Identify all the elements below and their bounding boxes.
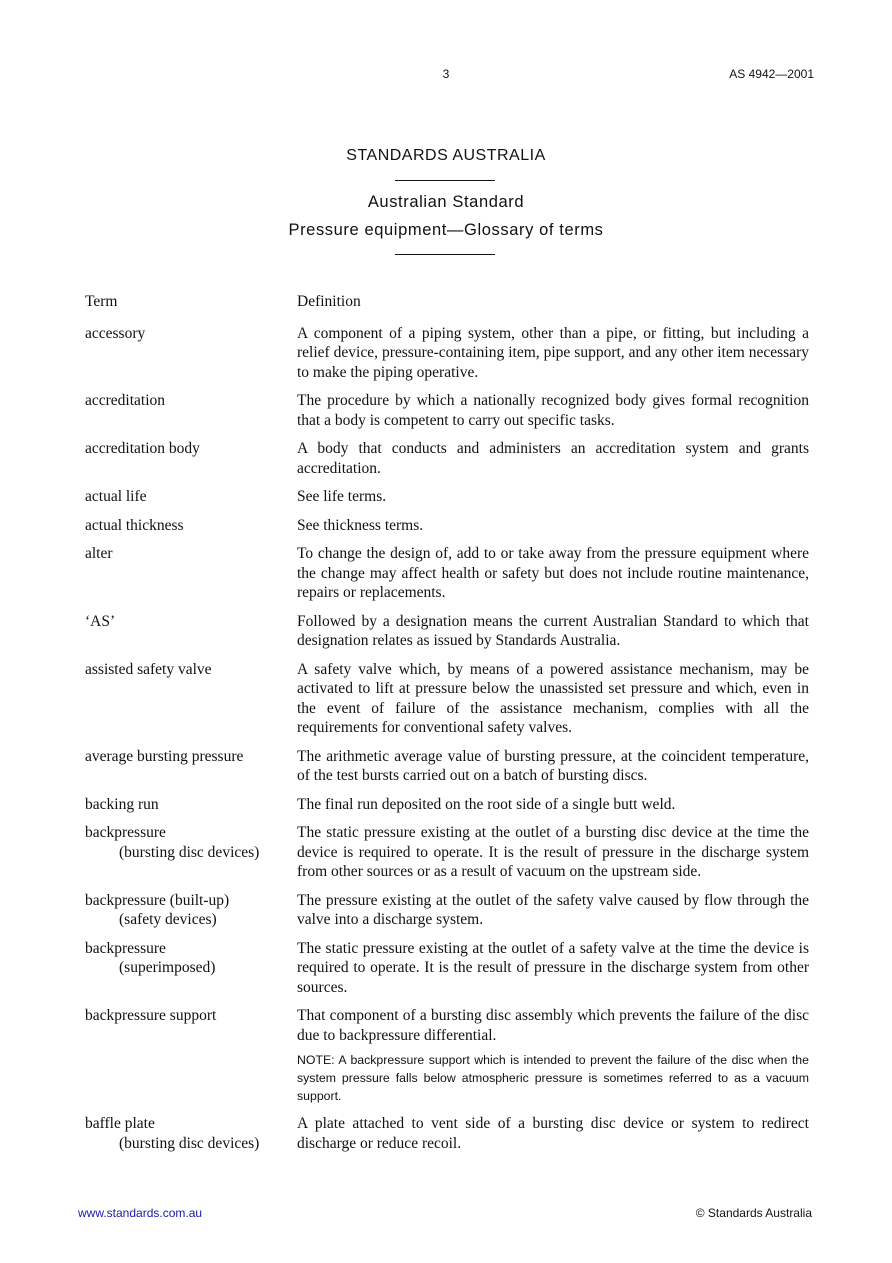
glossary-entry (85, 1006, 809, 1105)
term-name: actual thickness (85, 516, 184, 534)
glossary-entry (85, 660, 809, 738)
glossary-entry (85, 544, 809, 603)
term-name: average bursting pressure (85, 747, 244, 765)
term-name: accreditation (85, 392, 166, 409)
document-title: Pressure equipment—Glossary of terms (288, 221, 604, 239)
glossary-entry (85, 516, 809, 536)
page-number: 3 (442, 67, 450, 81)
definition-text: See life terms. (297, 488, 387, 505)
term-qualifier: (safety devices) (119, 911, 217, 928)
definition-text: A plate attached to vent side of a bursting disc device or system to redirect discharge or reduce recoil. (297, 1115, 809, 1152)
definition-text: The static pressure existing at the outlet of a bursting disc device at the time the device is required to operate. It is the result of pressure in the discharge system from other sources or as a result of vacuum on the upstream side. (297, 824, 809, 880)
term-cell (85, 795, 297, 815)
title-divider-bottom (395, 254, 495, 255)
term-name: backing run (85, 795, 159, 813)
term-cell (85, 544, 297, 603)
glossary-entry (85, 612, 809, 651)
organisation-name: STANDARDS AUSTRALIA (346, 147, 546, 164)
title-divider-top (395, 180, 495, 181)
term-cell (85, 391, 297, 430)
glossary-entry (85, 939, 809, 998)
term-name: backpressure (85, 824, 166, 841)
term-name: baffle plate (85, 1115, 155, 1132)
term-cell (85, 439, 297, 478)
glossary-entry (85, 1114, 809, 1153)
term-name: assisted safety valve (85, 660, 212, 678)
term-cell (85, 823, 297, 882)
term-name: backpressure support (85, 1007, 217, 1024)
term-qualifier: (bursting disc devices) (119, 1134, 260, 1152)
definition-text: A component of a piping system, other than a pipe, or fitting, but including a relief device, pressure-containing item, pipe support, and any other item necessary to make the piping operative. (297, 324, 809, 381)
glossary-entry (85, 747, 809, 786)
term-name: backpressure (85, 939, 166, 957)
glossary-entry (85, 391, 809, 430)
term-name: alter (85, 545, 113, 562)
standard-type: Australian Standard (367, 193, 525, 211)
term-cell (85, 891, 297, 930)
definition-text: A body that conducts and administers an accreditation system and grants accreditation. (297, 440, 809, 477)
definition-text: That component of a bursting disc assembly which prevents the failure of the disc due to backpressure differential. (297, 1007, 809, 1044)
definition-text: The arithmetic average value of bursting pressure, at the coincident temperature, of the test bursts carried out on a batch of bursting discs. (297, 747, 809, 784)
glossary-entry (85, 324, 809, 383)
term-name: ‘AS’ (85, 612, 116, 630)
term-cell (85, 516, 297, 536)
glossary-header-row (85, 292, 809, 312)
term-cell (85, 324, 297, 383)
definition-note: NOTE: A backpressure support which is intended to prevent the failure of the disc when the system pressure falls below atmospheric pressure is sometimes referred to as a vacuum support. (297, 1053, 809, 1103)
term-cell (85, 747, 297, 786)
term-cell (85, 487, 297, 507)
term-name: accreditation body (85, 440, 200, 457)
term-name: accessory (85, 324, 146, 342)
term-column-header: Term (85, 293, 118, 310)
definition-text: A safety valve which, by means of a powered assistance mechanism, may be activated to lift at pressure below the unassisted set pressure and which, even in the event of failure of the assistance mechanism, complies with all the requirements for conventional safety valves. (297, 660, 809, 736)
glossary-entry (85, 795, 809, 815)
standard-code: AS 4942—2001 (729, 67, 814, 81)
definition-text: The pressure existing at the outlet of the safety valve caused by flow through the valve into a discharge system. (297, 891, 809, 928)
term-cell (85, 612, 297, 651)
definition-column-header: Definition (297, 293, 361, 310)
definition-text: Followed by a designation means the current Australian Standard to which that designation relates as issued by Standards Australia. (297, 612, 809, 649)
glossary-entry (85, 487, 809, 507)
glossary-entry (85, 823, 809, 882)
glossary-entry (85, 891, 809, 930)
website-link[interactable]: www.standards.com.au (78, 1206, 203, 1220)
definition-text: To change the design of, add to or take away from the pressure equipment where the change may affect health or safety but does not include routine maintenance, repairs or replacements. (297, 545, 809, 601)
definition-text: See thickness terms. (297, 516, 424, 534)
definition-text: The static pressure existing at the outlet of a safety valve at the time the device is required to operate. It is the result of pressure in the discharge system from other sources. (297, 939, 809, 996)
copyright-notice: © Standards Australia (695, 1206, 812, 1220)
term-name: actual life (85, 488, 147, 505)
term-name: backpressure (built-up) (85, 891, 230, 909)
term-qualifier: (superimposed) (119, 959, 216, 976)
definition-text: The procedure by which a nationally recognized body gives formal recognition that a body is competent to carry out specific tasks. (297, 392, 809, 429)
term-qualifier: (bursting disc devices) (119, 843, 260, 861)
term-cell (85, 1114, 297, 1153)
glossary-table (85, 292, 809, 1162)
definition-cell (297, 1006, 809, 1105)
glossary-entry (85, 439, 809, 478)
term-cell (85, 660, 297, 738)
term-cell (85, 939, 297, 998)
definition-text: The final run deposited on the root side of a single butt weld. (297, 795, 676, 813)
term-cell (85, 1006, 297, 1105)
